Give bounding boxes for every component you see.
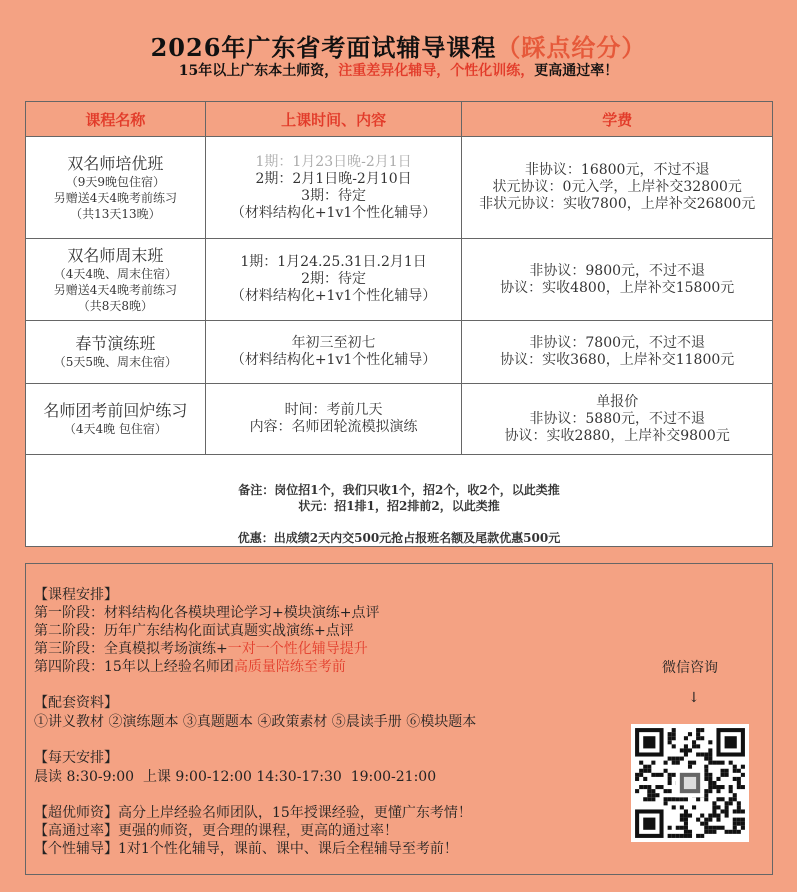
note-line: 状元：招1排1，招2排前2，以此类推 — [298, 499, 500, 513]
fee-line: 状元协议：0元入学，上岸补交32800元 — [492, 179, 742, 195]
fee-cell — [462, 137, 773, 239]
header-fee: 学费 — [462, 102, 773, 137]
stage-highlight: 一对一个性化辅导提升 — [227, 641, 368, 657]
fee-cell — [462, 384, 773, 455]
note-line: 备注：岗位招1个，我们只收1个，招2个，收2个，以此类推 — [238, 483, 560, 497]
fee-line: 非协议：9800元，不过不退 — [529, 262, 706, 279]
course-name: 双名师周末班 — [67, 245, 164, 265]
table-row — [26, 321, 773, 384]
course-note: （共8天8晚） — [77, 298, 153, 313]
section-heading: 【配套资料】 — [34, 695, 118, 711]
schedule-line: （材料结构化+1v1个性化辅导） — [230, 352, 437, 368]
fee-cell — [462, 239, 773, 321]
course-note: （共13天13晚） — [70, 206, 161, 221]
stage-text: 第四阶段：15年以上经验名师团 — [34, 659, 234, 675]
schedule-line: 2期：待定 — [301, 271, 367, 287]
stage-text: 第三阶段：全真模拟考场演练+ — [34, 641, 228, 657]
subtitle-part-c: 更高通过率！ — [534, 63, 619, 79]
table-row — [26, 239, 773, 321]
table-row — [26, 137, 773, 239]
schedule-cell — [205, 137, 462, 239]
stage-line: 第一阶段：材料结构化各模块理论学习+模块演练+点评 — [34, 605, 380, 621]
schedule-line: 2期：2月1日晚-2月10日 — [255, 170, 412, 187]
course-note: 另赠送4天4晚考前练习 — [53, 282, 177, 297]
stage-line — [34, 638, 368, 658]
schedule-line: 时间：考前几天 — [284, 402, 383, 418]
course-name-cell — [26, 384, 206, 455]
fee-line: 非协议：5880元，不过不退 — [529, 410, 706, 427]
fee-line: 非协议：16800元，不过不退 — [524, 162, 710, 178]
course-name-cell — [26, 239, 206, 321]
schedule-line: 3期：待定 — [301, 187, 367, 204]
qr-code[interactable] — [631, 724, 749, 842]
schedule-line: （材料结构化+1v1个性化辅导） — [230, 288, 437, 304]
stage-line — [34, 656, 346, 676]
fee-cell — [462, 321, 773, 384]
daily-line: 晨读 8:30-9:00 上课 9:00-12:00 14:30-17:30 19:00-21:00 — [34, 769, 437, 785]
title-main: 2026年广东省考面试辅导课程 — [150, 33, 497, 62]
course-name: 双名师培优班 — [67, 153, 164, 173]
course-note: （4天4晚、周末住宿） — [53, 266, 177, 281]
fee-line: 协议：实收2880，上岸补交9800元 — [504, 427, 730, 444]
schedule-line: （材料结构化+1v1个性化辅导） — [230, 204, 437, 221]
subtitle-part-b: 注重差异化辅导，个性化训练， — [338, 63, 535, 79]
schedule-line: 年初三至初七 — [291, 335, 376, 351]
schedule-line: 1期：1月24.25.31日.2月1日 — [240, 254, 427, 270]
schedule-cell — [205, 321, 462, 384]
course-note: （9天9晚包住宿） — [65, 174, 165, 189]
section-heading: 【课程安排】 — [34, 587, 118, 603]
fee-line: 协议：实收3680，上岸补交11800元 — [500, 352, 735, 368]
section-heading: 【每天安排】 — [34, 750, 118, 766]
page-title — [0, 28, 797, 63]
schedule-cell — [205, 239, 462, 321]
notes-box — [25, 454, 773, 547]
schedule-cell — [205, 384, 462, 455]
course-table — [25, 101, 773, 455]
course-name: 春节演练班 — [75, 334, 156, 353]
stage-highlight: 高质量陪练至考前 — [233, 659, 346, 675]
fee-line: 非协议：7800元，不过不退 — [529, 335, 706, 351]
header-schedule: 上课时间、内容 — [205, 102, 462, 137]
subtitle-part-a: 15年以上广东本土师资， — [178, 63, 339, 79]
discount-line: 优惠：出成绩2天内交500元抢占报班名额及尾款优惠500元 — [237, 531, 561, 545]
feature-line: 【超优师资】高分上岸经验名师团队，15年授课经验，更懂广东考情！ — [34, 805, 472, 821]
schedule-line: 1期：1月23日晚-2月1日 — [255, 153, 412, 170]
header-course-name: 课程名称 — [26, 102, 206, 137]
table-row — [26, 384, 773, 455]
course-note: （4天4晚 包住宿） — [63, 422, 167, 436]
fee-line: 协议：实收4800，上岸补交15800元 — [500, 279, 735, 296]
course-note: （5天5晚、周末住宿） — [53, 355, 177, 369]
arrow-down-icon: ↓ — [688, 690, 700, 706]
course-name-cell — [26, 137, 206, 239]
table-header-row — [26, 102, 773, 137]
fee-line: 非状元协议：实收7800，上岸补交26800元 — [479, 196, 756, 212]
page-subtitle — [0, 60, 797, 80]
course-note: 另赠送4天4晚考前练习 — [53, 190, 177, 205]
course-name-cell — [26, 321, 206, 384]
title-accent: （踩点给分） — [496, 33, 647, 62]
feature-line: 【个性辅导】1对1个性化辅导，课前、课中、课后全程辅导至考前！ — [34, 841, 458, 857]
stage-line: 第二阶段：历年广东结构化面试真题实战演练+点评 — [34, 623, 354, 639]
feature-line: 【高通过率】更强的师资，更合理的课程，更高的通过率！ — [34, 823, 398, 839]
fee-line: 单报价 — [596, 393, 639, 410]
wechat-label: 微信咨询 — [662, 660, 718, 676]
course-name: 名师团考前回炉练习 — [43, 401, 188, 420]
schedule-line: 内容：名师团轮流模拟演练 — [249, 419, 418, 435]
materials-line: ①讲义教材 ②演练题本 ③真题题本 ④政策素材 ⑤晨读手册 ⑥模块题本 — [34, 714, 477, 730]
